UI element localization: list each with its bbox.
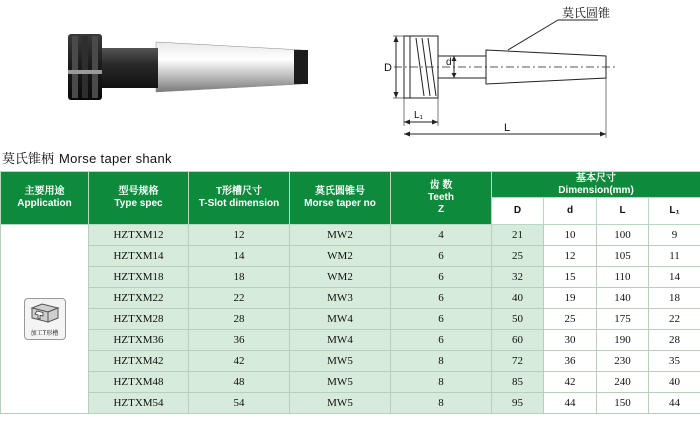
header-slot-cn: T形槽尺寸 xyxy=(215,186,263,197)
cell-L: 150 xyxy=(597,393,649,414)
cell-morse: WM2 xyxy=(290,246,391,267)
header-col-D: D xyxy=(492,198,544,225)
table-row xyxy=(1,267,700,288)
cell-d: 44 xyxy=(544,393,597,414)
header-teeth xyxy=(391,172,492,225)
cell-type: HZTXM18 xyxy=(89,267,189,288)
cell-teeth: 8 xyxy=(391,393,492,414)
header-teeth-z: Z xyxy=(437,204,445,215)
header-application-cn: 主要用途 xyxy=(24,186,65,197)
application-icon-label: 加工T形槽 xyxy=(30,331,59,337)
cell-D: 25 xyxy=(492,246,544,267)
cell-L: 105 xyxy=(597,246,649,267)
cell-type: HZTXM42 xyxy=(89,351,189,372)
cell-teeth: 6 xyxy=(391,267,492,288)
cutter-product-photo xyxy=(62,30,312,100)
header-col-d: d xyxy=(544,198,597,225)
header-col-L1: L₁ xyxy=(649,198,700,225)
cell-L1: 11 xyxy=(649,246,700,267)
cell-teeth: 6 xyxy=(391,309,492,330)
cell-L: 240 xyxy=(597,372,649,393)
cell-D: 50 xyxy=(492,309,544,330)
cell-L1: 18 xyxy=(649,288,700,309)
cell-D: 60 xyxy=(492,330,544,351)
section-title xyxy=(2,148,172,167)
cell-slot: 36 xyxy=(189,330,290,351)
cell-type: HZTXM28 xyxy=(89,309,189,330)
cell-type: HZTXM48 xyxy=(89,372,189,393)
cell-L: 100 xyxy=(597,225,649,246)
cell-d: 30 xyxy=(544,330,597,351)
header-teeth-cn: 齿 数 xyxy=(429,180,453,191)
cell-morse: MW4 xyxy=(290,309,391,330)
cell-L: 230 xyxy=(597,351,649,372)
drawing-label-L: L xyxy=(504,122,511,134)
cell-D: 85 xyxy=(492,372,544,393)
cell-morse: WM2 xyxy=(290,267,391,288)
header-morse-en: Morse taper no xyxy=(304,198,376,209)
cell-morse: MW5 xyxy=(290,351,391,372)
dimension-drawing xyxy=(380,6,620,142)
table-row xyxy=(1,351,700,372)
cell-L1: 22 xyxy=(649,309,700,330)
cell-slot: 28 xyxy=(189,309,290,330)
header-slot-en: T-Slot dimension xyxy=(198,198,280,209)
cell-D: 32 xyxy=(492,267,544,288)
cell-d: 10 xyxy=(544,225,597,246)
cell-slot: 48 xyxy=(189,372,290,393)
cell-teeth: 6 xyxy=(391,330,492,351)
cell-type: HZTXM12 xyxy=(89,225,189,246)
cell-d: 42 xyxy=(544,372,597,393)
header-teeth-en: Teeth xyxy=(428,192,454,203)
header-morse-cn: 莫氏圆锥号 xyxy=(315,186,365,197)
cell-L1: 40 xyxy=(649,372,700,393)
cell-slot: 22 xyxy=(189,288,290,309)
cell-D: 72 xyxy=(492,351,544,372)
cell-slot: 54 xyxy=(189,393,290,414)
cell-D: 40 xyxy=(492,288,544,309)
cell-d: 12 xyxy=(544,246,597,267)
spec-table xyxy=(0,171,700,414)
header-application-en: Application xyxy=(17,198,72,209)
cell-d: 15 xyxy=(544,267,597,288)
header-col-L: L xyxy=(597,198,649,225)
cell-type: HZTXM54 xyxy=(89,393,189,414)
table-row xyxy=(1,225,700,246)
header-dimensions xyxy=(492,172,700,198)
cell-D: 95 xyxy=(492,393,544,414)
header-dims-cn: 基本尺寸 xyxy=(576,172,616,184)
cell-L1: 35 xyxy=(649,351,700,372)
cell-L1: 9 xyxy=(649,225,700,246)
cell-d: 19 xyxy=(544,288,597,309)
table-row xyxy=(1,246,700,267)
table-row xyxy=(1,309,700,330)
cell-slot: 18 xyxy=(189,267,290,288)
table-row xyxy=(1,288,700,309)
header-application xyxy=(1,172,89,225)
table-row xyxy=(1,330,700,351)
cell-slot: 14 xyxy=(189,246,290,267)
cell-morse: MW5 xyxy=(290,393,391,414)
cell-L: 175 xyxy=(597,309,649,330)
t-slot-icon xyxy=(24,298,66,340)
cell-type: HZTXM22 xyxy=(89,288,189,309)
cell-teeth: 6 xyxy=(391,288,492,309)
cell-L1: 44 xyxy=(649,393,700,414)
cell-type: HZTXM36 xyxy=(89,330,189,351)
cell-L1: 28 xyxy=(649,330,700,351)
cell-morse: MW5 xyxy=(290,372,391,393)
table-row xyxy=(1,372,700,393)
cell-L: 110 xyxy=(597,267,649,288)
cell-L1: 14 xyxy=(649,267,700,288)
drawing-label-D: D xyxy=(384,62,392,74)
cell-morse: MW4 xyxy=(290,330,391,351)
cell-morse: MW2 xyxy=(290,225,391,246)
cell-L: 190 xyxy=(597,330,649,351)
cell-teeth: 4 xyxy=(391,225,492,246)
cell-teeth: 8 xyxy=(391,351,492,372)
drawing-label-d: d xyxy=(446,57,452,68)
section-title-cn: 莫氏锥柄 xyxy=(2,151,55,166)
header-type-spec xyxy=(89,172,189,225)
table-row xyxy=(1,393,700,414)
cell-D: 21 xyxy=(492,225,544,246)
header-type-en: Type spec xyxy=(114,198,163,209)
application-cell xyxy=(1,225,89,414)
header-slot xyxy=(189,172,290,225)
cell-teeth: 8 xyxy=(391,372,492,393)
cell-slot: 42 xyxy=(189,351,290,372)
cell-type: HZTXM14 xyxy=(89,246,189,267)
drawing-label-morse-taper: 莫氏圆锥 xyxy=(562,6,611,20)
header-morse xyxy=(290,172,391,225)
section-title-en: Morse taper shank xyxy=(59,151,172,166)
header-type-cn: 型号规格 xyxy=(118,186,159,197)
cell-d: 36 xyxy=(544,351,597,372)
drawing-label-L1: L₁ xyxy=(414,110,423,121)
cell-slot: 12 xyxy=(189,225,290,246)
cell-d: 25 xyxy=(544,309,597,330)
cell-L: 140 xyxy=(597,288,649,309)
cell-teeth: 6 xyxy=(391,246,492,267)
cell-morse: MW3 xyxy=(290,288,391,309)
header-dims-en: Dimension(mm) xyxy=(558,184,634,196)
